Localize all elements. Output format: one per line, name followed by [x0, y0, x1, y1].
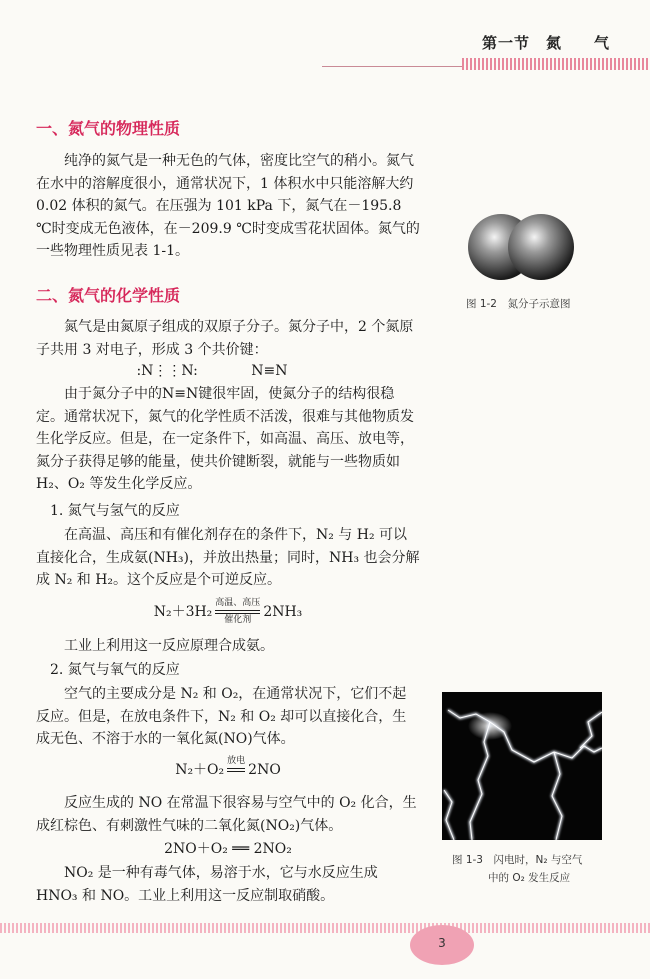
formula-bond-line	[20, 360, 404, 383]
paragraph-nitric-acid: NO₂ 是一种有毒气体，易溶于水，它与水反应生成 HNO₃ 和 NO。工业上利用这一反应制取硝酸。	[36, 865, 378, 904]
eq1-condition-bottom: 催化剂	[224, 615, 252, 625]
equation-nitrogen-dioxide: 2NO＋O₂ ══ 2NO₂	[164, 841, 292, 857]
page-number: 3	[438, 936, 446, 950]
paragraph-nitrogen-dioxide: 反应生成的 NO 在常温下很容易与空气中的 O₂ 化合，生成红棕色、有刺激性气味的二氧化氮(NO₂)气体。	[36, 795, 417, 834]
equation-nitric-oxide	[36, 756, 420, 784]
paragraph-nitric-oxide: 空气的主要成分是 N₂ 和 O₂，在通常状况下，它们不起反应。但是，在放电条件下，N₂ 和 O₂ 却可以直接化合，生成无色、不溶于水的一氧化氮(NO)气体。	[36, 686, 407, 747]
nitrogen-molecule-figure	[466, 212, 576, 282]
eq1-reactants: N₂＋3H₂	[153, 604, 213, 620]
eq1-reversible-arrow	[215, 610, 260, 614]
lightning-bolts	[442, 692, 602, 840]
eq2-condition-top: 放电	[227, 756, 246, 766]
paragraph-industrial-ammonia: 工业上利用这一反应原理合成氨。	[64, 638, 274, 654]
header-rule	[322, 66, 462, 67]
section-heading-chemical: 二、氮气的化学性质	[36, 286, 181, 305]
paragraph-stability: 由于氮分子中的N≡N键很牢固，使氮分子的结构很稳定。通常状况下，氮气的化学性质不活泼，很难与其他物质发生化学反应。但是，在一定条件下，如高温、高压、放电等，氮分子获得足够的能量，使共价键断裂，就能与一些物质如 H₂、O₂ 等发生化学反应。	[36, 386, 414, 492]
eq1-condition	[215, 598, 260, 626]
equation-ammonia	[36, 598, 420, 626]
figure-1-2-caption: 图 1-2 氮分子示意图	[466, 298, 571, 310]
footer-decorative-band	[0, 923, 650, 933]
subheading-nitrogen-oxygen: 2. 氮气与氧气的反应	[50, 662, 180, 678]
subheading-nitrogen-hydrogen: 1. 氮气与氢气的反应	[50, 503, 180, 519]
figure-1-3-caption-line1: 图 1-3 闪电时，N₂ 与空气	[452, 854, 583, 866]
eq2-equal-sign	[227, 768, 245, 772]
header-decorative-band	[462, 58, 650, 70]
nitrogen-atom-right	[508, 214, 574, 280]
paragraph-ammonia-synthesis: 在高温、高压和有催化剂存在的条件下，N₂ 与 H₂ 可以直接化合，生成氨(NH₃)，并放出热量；同时，NH₃ 也会分解成 N₂ 和 H₂。这个反应是个可逆反应。	[36, 527, 420, 588]
eq1-products: 2NH₃	[263, 604, 303, 620]
formula-lewis: :N⋮⋮N:	[136, 363, 198, 379]
paragraph-molecule-structure: 氮气是由氮原子组成的双原子分子。氮分子中，2 个氮原子共用 3 对电子，形成 3 个共价键：	[36, 319, 414, 358]
paragraph-physical-properties: 纯净的氮气是一种无色的气体，密度比空气的稍小。氮气在水中的溶解度很小，通常状况下，1 体积水中只能溶解大约 0.02 体积的氮气。在压强为 101 kPa 下，氮气在－195.8 ℃时变成无色液体，在－209.9 ℃时变成雪花状固体。氮气的一些物理性质见表 1-1。	[36, 153, 420, 259]
formula-structural: N≡N	[251, 363, 288, 379]
section-heading-physical: 一、氮气的物理性质	[36, 119, 181, 138]
eq2-reactants: N₂＋O₂	[175, 762, 225, 778]
lightning-photo	[442, 692, 602, 840]
eq2-products: 2NO	[248, 762, 281, 778]
figure-1-3-caption-line2: 中的 O₂ 发生反应	[488, 872, 571, 884]
eq2-condition	[227, 756, 245, 784]
chapter-section-title: 第一节 氮 气	[482, 34, 611, 52]
eq1-condition-top: 高温、高压	[215, 598, 261, 608]
